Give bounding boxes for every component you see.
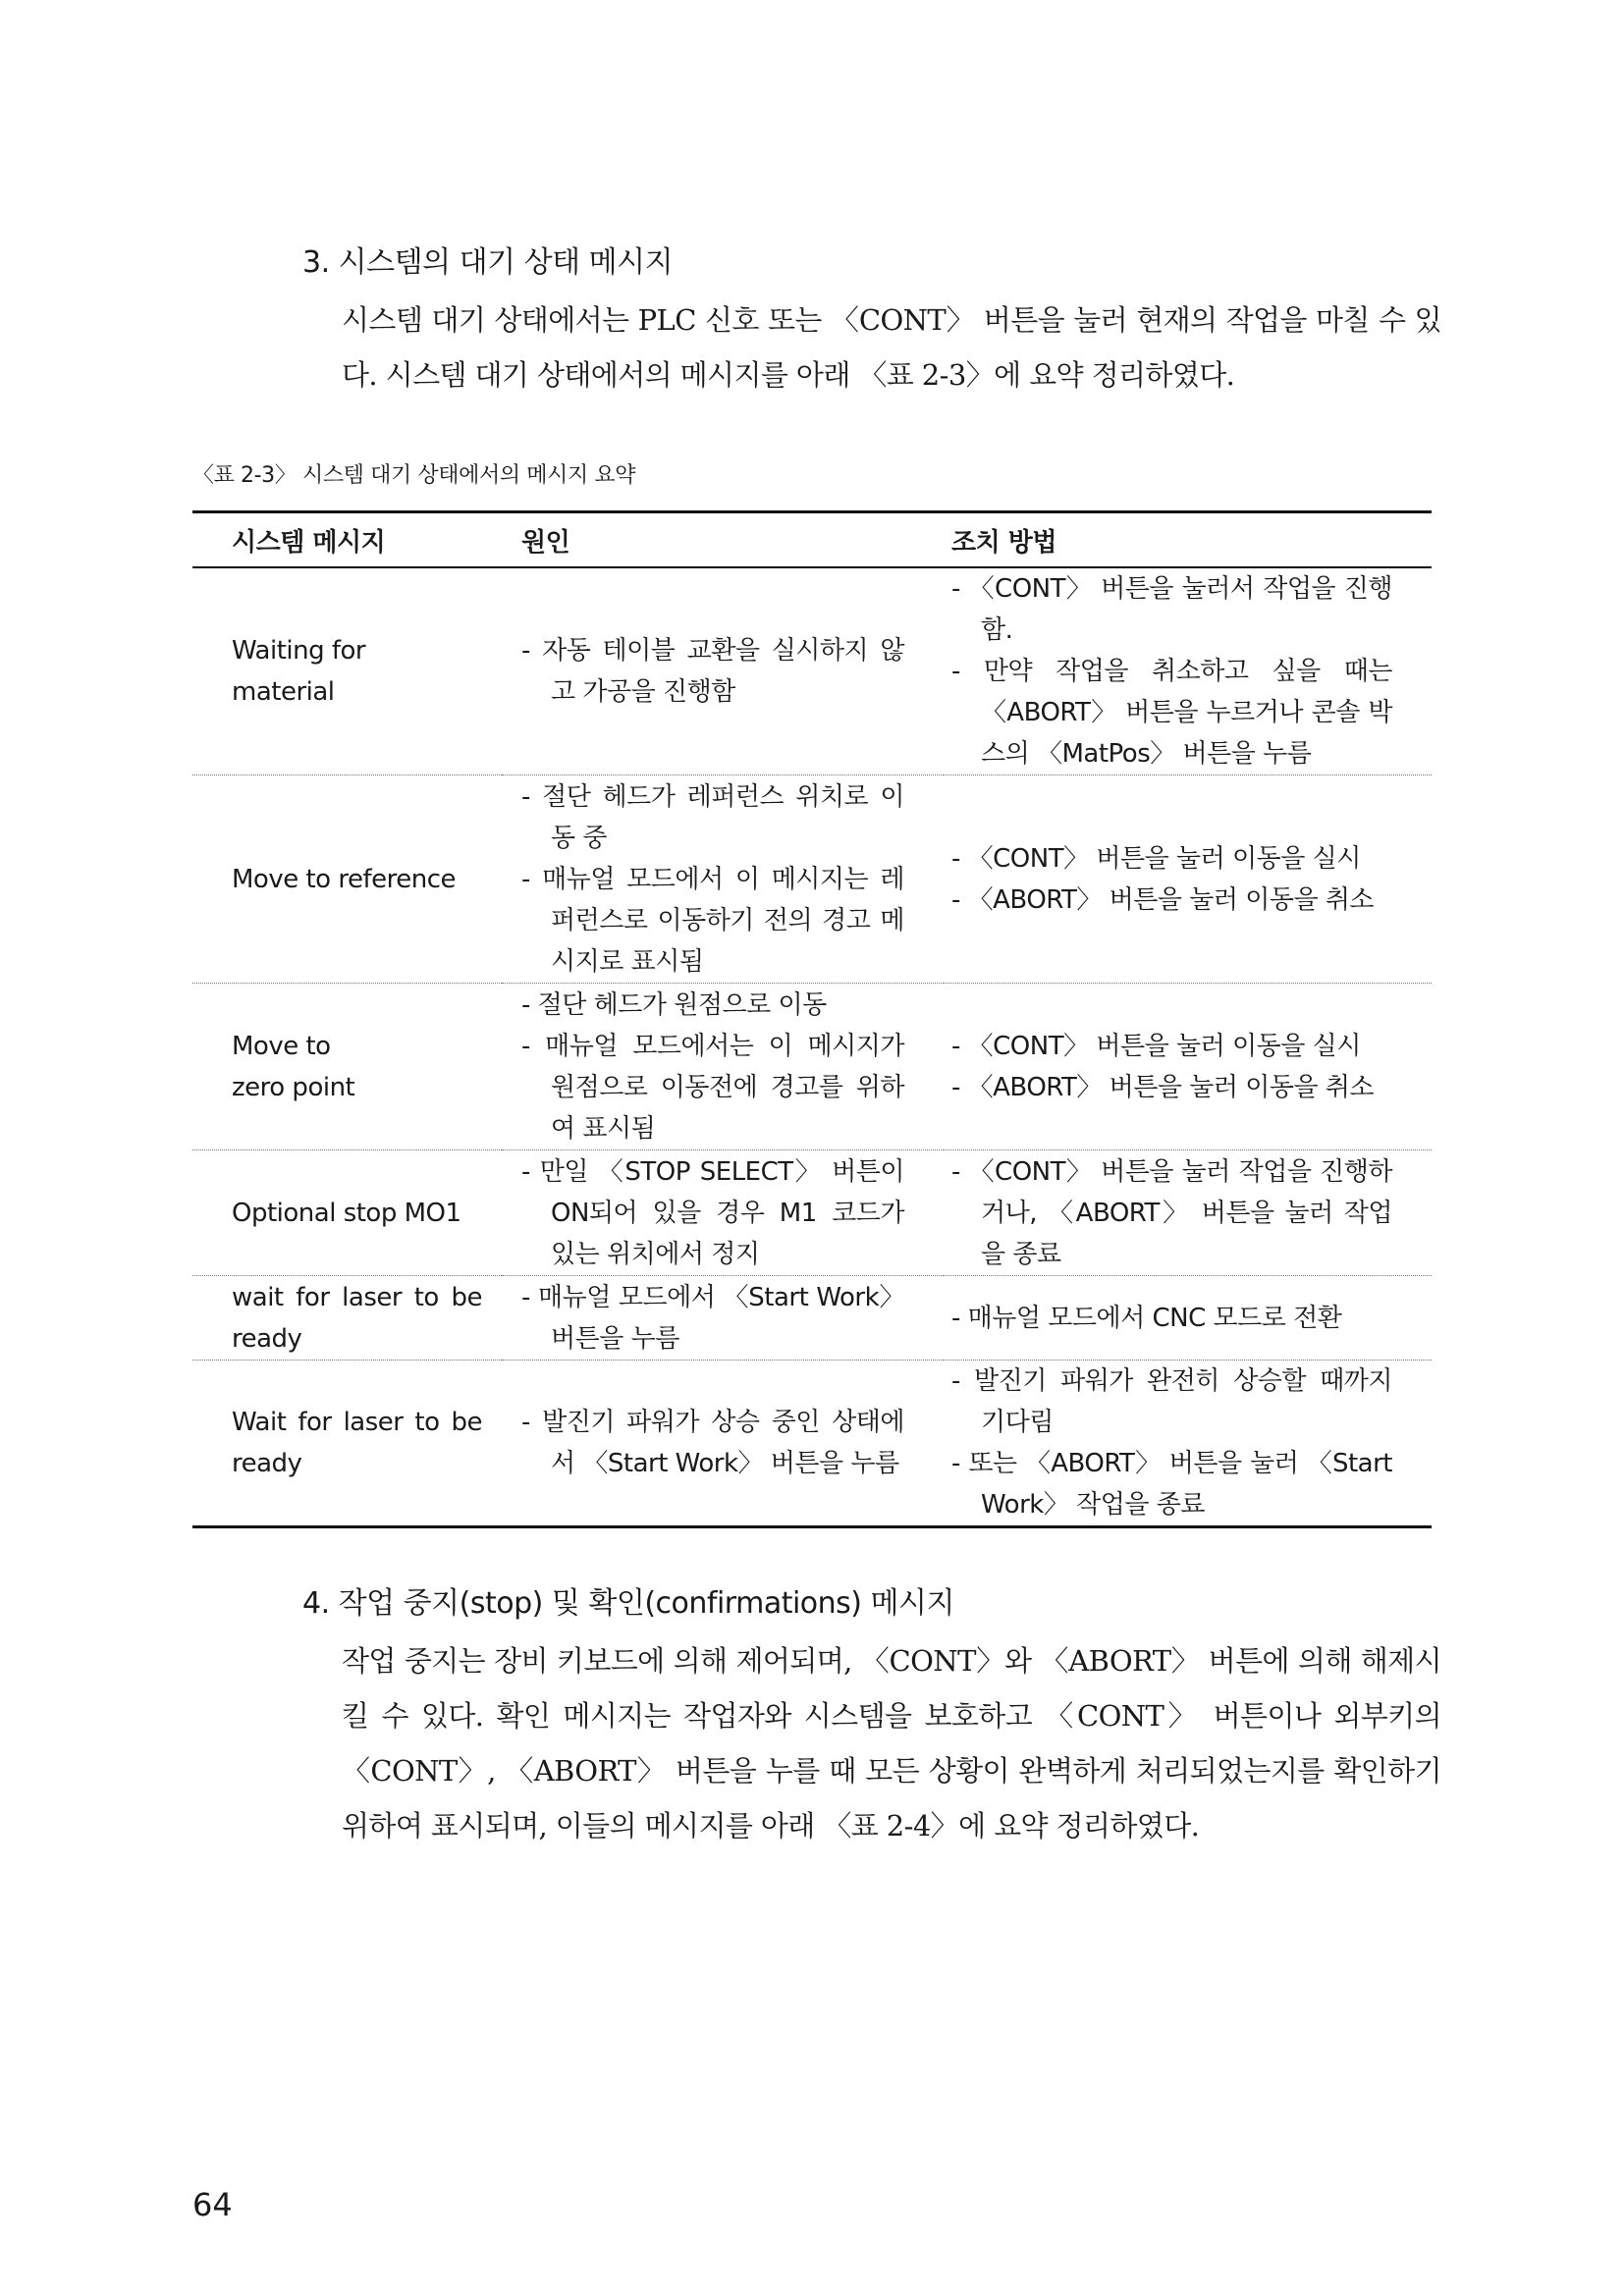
- header-action: 조치 방법: [944, 512, 1432, 568]
- cause-item: - 매뉴얼 모드에서 이 메시지는 레퍼런스로 이동하기 전의 경고 메시지로 표시됨: [521, 864, 904, 977]
- cause-cell: [502, 1361, 944, 1527]
- message-line: material: [232, 677, 335, 707]
- message-line: Optional stop MO1: [232, 1198, 461, 1228]
- message-line: zero point: [232, 1072, 355, 1102]
- cause-item: - 발진기 파워가 상승 중인 상태에서 〈Start Work〉 버튼을 누름: [521, 1408, 904, 1478]
- message-cell: [192, 567, 502, 775]
- section-3-body: [342, 293, 1441, 402]
- page-number: 64: [192, 2186, 233, 2223]
- section-3-paragraph: 시스템 대기 상태에서는 PLC 신호 또는 〈CONT〉 버튼을 눌러 현재의 작업을 마칠 수 있다. 시스템 대기 상태에서의 메시지를 아래 〈표 2-3〉에 요약 정리하였다.: [342, 303, 1441, 392]
- cause-cell: [502, 1150, 944, 1276]
- header-system-message: 시스템 메시지: [192, 512, 502, 568]
- table-row: [192, 984, 1432, 1150]
- action-item: - 〈CONT〉 버튼을 눌러 작업을 진행하거나, 〈ABORT〉 버튼을 눌러 작업을 종료: [951, 1156, 1392, 1269]
- cause-item: - 자동 테이블 교환을 실시하지 않고 가공을 진행함: [521, 636, 904, 707]
- cause-item: - 절단 헤드가 레퍼런스 위치로 이동 중: [521, 781, 904, 853]
- table-row: [192, 1276, 1432, 1361]
- action-item: - 〈CONT〉 버튼을 눌러 이동을 실시: [951, 843, 1361, 874]
- action-cell: [944, 1361, 1432, 1527]
- action-item: - 매뉴얼 모드에서 CNC 모드로 전환: [951, 1303, 1342, 1333]
- action-item: - 〈ABORT〉 버튼을 눌러 이동을 취소: [951, 1072, 1375, 1102]
- message-cell: [192, 1276, 502, 1361]
- message-line: Move to: [232, 1031, 331, 1061]
- message-line: Waiting for: [232, 636, 366, 666]
- cause-item: - 매뉴얼 모드에서는 이 메시지가 원점으로 이동전에 경고를 위하여 표시됨: [521, 1031, 904, 1144]
- cause-item: - 만일 〈STOP SELECT〉 버튼이 ON되어 있을 경우 M1 코드가 있는 위치에서 정지: [521, 1156, 904, 1269]
- section-3-heading: 3. 시스템의 대기 상태 메시지: [302, 245, 674, 280]
- table-caption: 〈표 2-3〉 시스템 대기 상태에서의 메시지 요약: [192, 463, 636, 488]
- action-item: - 발진기 파워가 완전히 상승할 때까지 기다림: [951, 1366, 1392, 1437]
- message-summary-table: [192, 510, 1432, 1528]
- action-cell: [944, 775, 1432, 984]
- message-cell: [192, 775, 502, 984]
- table-header-row: [192, 512, 1432, 568]
- cause-item: - 매뉴얼 모드에서 〈Start Work〉 버튼을 누름: [521, 1282, 904, 1354]
- action-item: - 또는 〈ABORT〉 버튼을 눌러 〈Start Work〉 작업을 종료: [951, 1449, 1392, 1520]
- action-cell: [944, 1150, 1432, 1276]
- section-4-body: [342, 1633, 1441, 1853]
- action-cell: [944, 1276, 1432, 1361]
- section-4-paragraph: 작업 중지는 장비 키보드에 의해 제어되며, 〈CONT〉와 〈ABORT〉 버튼에 의해 해제시킬 수 있다. 확인 메시지는 작업자와 시스템을 보호하고 〈CONT〉 버튼이나 외부키의 〈CONT〉, 〈ABORT〉 버튼을 누를 때 모든 상황이 완벽하게 처리되었는지를 확인하기 위하여 표시되며, 이들의 메시지를 아래 〈표 2-4〉에 요약 정리하였다.: [342, 1644, 1441, 1842]
- action-item: - 만약 작업을 취소하고 싶을 때는 〈ABORT〉 버튼을 누르거나 콘솔 박스의 〈MatPos〉 버튼을 누름: [951, 657, 1392, 769]
- cause-item: - 절단 헤드가 원점으로 이동: [521, 989, 827, 1020]
- message-cell: [192, 1361, 502, 1527]
- header-cause: 원인: [502, 512, 944, 568]
- cause-cell: [502, 775, 944, 984]
- action-item: - 〈CONT〉 버튼을 눌러 이동을 실시: [951, 1031, 1361, 1061]
- table-row: [192, 1150, 1432, 1276]
- message-cell: [192, 984, 502, 1150]
- table-row: [192, 567, 1432, 775]
- table-row: [192, 1361, 1432, 1527]
- action-item: - 〈ABORT〉 버튼을 눌러 이동을 취소: [951, 884, 1375, 915]
- cause-cell: [502, 1276, 944, 1361]
- action-item: - 〈CONT〉 버튼을 눌러서 작업을 진행함.: [951, 574, 1392, 645]
- cause-cell: [502, 984, 944, 1150]
- table-row: [192, 775, 1432, 984]
- action-cell: [944, 984, 1432, 1150]
- section-4-heading: 4. 작업 중지(stop) 및 확인(confirmations) 메시지: [302, 1586, 954, 1621]
- message-cell: [192, 1150, 502, 1276]
- message-line: Wait for laser to be ready: [232, 1408, 482, 1478]
- action-cell: [944, 567, 1432, 775]
- message-line: Move to reference: [232, 864, 457, 894]
- cause-cell: [502, 567, 944, 775]
- message-line: wait for laser to be ready: [232, 1282, 482, 1354]
